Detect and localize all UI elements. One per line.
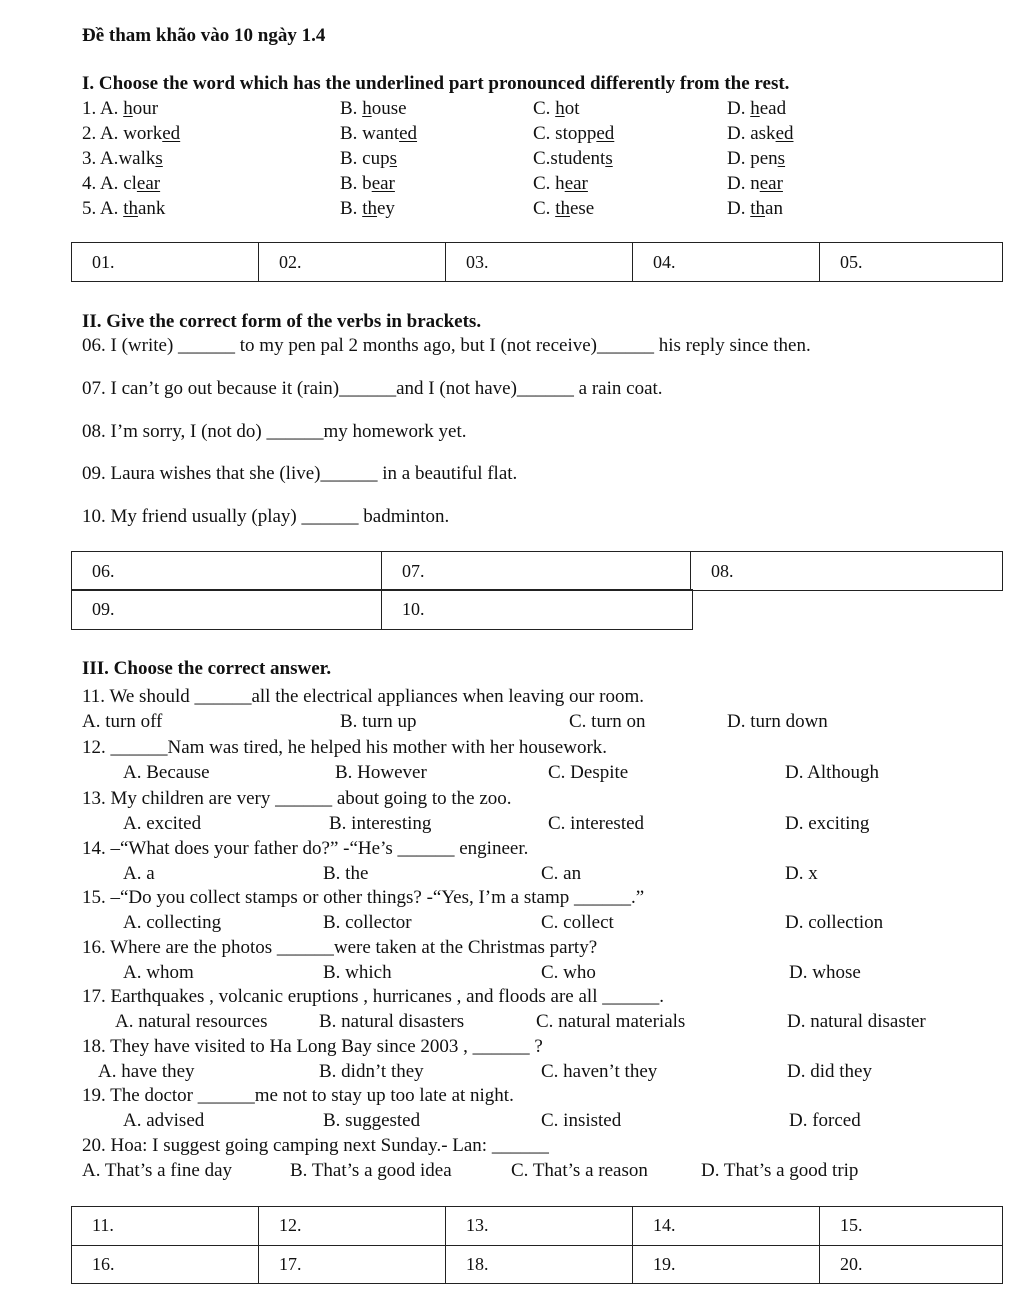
answer-cell-12[interactable]: 12. [259, 1207, 446, 1246]
underlined-part: h [555, 98, 565, 119]
section2-answer-table-row2 [71, 589, 693, 630]
answer-cell-14[interactable]: 14. [633, 1207, 820, 1246]
q1-option-a [82, 98, 158, 120]
underlined-part: h [750, 98, 760, 119]
answer-cell-15[interactable]: 15. [820, 1207, 1003, 1246]
underlined-part: s [155, 148, 163, 169]
q19-option-d: D. forced [789, 1110, 861, 1131]
answer-cell-04[interactable]: 04. [633, 243, 820, 282]
answer-cell-08[interactable]: 08. [691, 552, 1003, 591]
q11-option-c: C. turn on [569, 711, 646, 732]
q12-option-c: C. Despite [548, 762, 629, 783]
question-number: 4. A. [82, 173, 124, 194]
q12-option-d: D. Although [785, 762, 879, 783]
q16-option-c: C. who [541, 962, 596, 983]
option-text: B. want [340, 123, 400, 144]
answer-cell-18[interactable]: 18. [446, 1245, 633, 1284]
q11-option-b: B. turn up [340, 711, 417, 732]
option-text: C. stopp [533, 123, 597, 144]
answer-cell-02[interactable]: 02. [259, 243, 446, 282]
q2-option-a [82, 123, 180, 145]
q2-option-d [727, 123, 794, 145]
option-text: D. n [727, 173, 760, 194]
underlined-part: s [605, 148, 613, 169]
answer-cell-01[interactable]: 01. [72, 243, 259, 282]
answer-cell-17[interactable]: 17. [259, 1245, 446, 1284]
q11-option-d: D. turn down [727, 711, 828, 732]
question-15-stem: 15. –“Do you collect stamps or other things? -“Yes, I’m a stamp ______.” [82, 887, 645, 908]
question-12-stem: 12. ______Nam was tired, he helped his mother with her housework. [82, 737, 608, 758]
option-text-rest: ank [137, 198, 166, 219]
question-16-stem: 16. Where are the photos ______were taken at the Christmas party? [82, 937, 598, 958]
question-06: 06. I (write) ______ to my pen pal 2 months ago, but I (not receive)______ his reply since then. [82, 335, 811, 356]
q18-option-a: A. have they [98, 1061, 195, 1082]
underlined-part: th [750, 198, 766, 219]
question-07: 07. I can’t go out because it (rain)______and I (not have)______ a rain coat. [82, 378, 663, 399]
option-text-rest: our [132, 98, 159, 119]
q20-option-a: A. That’s a fine day [82, 1160, 233, 1181]
option-text: walk [118, 148, 156, 169]
q20-option-d: D. That’s a good trip [701, 1160, 859, 1181]
q5-option-b [340, 198, 395, 220]
q20-option-c: C. That’s a reason [511, 1160, 648, 1181]
option-text: D. [727, 98, 751, 119]
q3-option-d [727, 148, 785, 170]
question-18-stem: 18. They have visited to Ha Long Bay since 2003 , ______ ? [82, 1036, 543, 1057]
option-text: B. b [340, 173, 372, 194]
answer-cell-07[interactable]: 07. [382, 552, 691, 591]
q16-option-b: B. which [323, 962, 392, 983]
q11-option-a: A. turn off [82, 711, 163, 732]
section3-answer-table [71, 1206, 1003, 1284]
underlined-part: h [123, 98, 133, 119]
q17-option-c: C. natural materials [536, 1011, 686, 1032]
q2-option-b [340, 123, 417, 145]
underlined-part: th [123, 198, 138, 219]
option-text: B. [340, 98, 363, 119]
q18-option-c: C. haven’t they [541, 1061, 658, 1082]
underlined-part: ear [371, 173, 395, 194]
option-text-rest: ouse [371, 98, 407, 119]
q5-option-d [727, 198, 783, 220]
question-19-stem: 19. The doctor ______me not to stay up too late at night. [82, 1085, 514, 1106]
underlined-part: ear [136, 173, 161, 194]
q3-option-a [82, 148, 163, 170]
q13-option-c: C. interested [548, 813, 645, 834]
question-09: 09. Laura wishes that she (live)______ in a beautiful flat. [82, 463, 518, 484]
underlined-part: ed [775, 123, 794, 144]
question-number: 3. A. [82, 148, 119, 169]
option-text: C. [533, 198, 556, 219]
underlined-part: h [362, 98, 372, 119]
question-number: 1. A. [82, 98, 124, 119]
answer-cell-05[interactable]: 05. [820, 243, 1003, 282]
q4-option-d [727, 173, 783, 195]
question-number: 5. A. [82, 198, 124, 219]
section3-heading: III. Choose the correct answer. [82, 658, 332, 679]
q14-option-c: C. an [541, 863, 582, 884]
q16-option-a: A. whom [123, 962, 194, 983]
option-text-rest: ead [759, 98, 787, 119]
option-text: B. [340, 198, 363, 219]
q4-option-a [82, 173, 160, 195]
q1-option-d [727, 98, 786, 120]
option-text: work [123, 123, 163, 144]
question-08: 08. I’m sorry, I (not do) ______my homework yet. [82, 421, 467, 442]
q1-option-b [340, 98, 407, 120]
underlined-part: s [777, 148, 786, 169]
option-text: C.student [533, 148, 606, 169]
page-title: Đề tham khão vào 10 ngày 1.4 [82, 25, 326, 46]
q4-option-b [340, 173, 395, 195]
underlined-part: ear [564, 173, 588, 194]
q19-option-c: C. insisted [541, 1110, 622, 1131]
q13-option-a: A. excited [123, 813, 202, 834]
option-text-rest: ese [569, 198, 595, 219]
question-17-stem: 17. Earthquakes , volcanic eruptions , hurricanes , and floods are all ______. [82, 986, 664, 1007]
answer-cell-11[interactable]: 11. [72, 1207, 259, 1246]
answer-cell-16[interactable]: 16. [72, 1245, 259, 1284]
underlined-part: ed [399, 123, 418, 144]
q2-option-c [533, 123, 614, 145]
q19-option-b: B. suggested [323, 1110, 421, 1131]
question-number: 2. A. [82, 123, 124, 144]
q18-option-b: B. didn’t they [319, 1061, 424, 1082]
option-text: C. [533, 98, 556, 119]
option-text: B. cup [340, 148, 390, 169]
answer-cell-10[interactable]: 10. [382, 590, 693, 630]
q1-option-c [533, 98, 579, 120]
q4-option-c [533, 173, 588, 195]
answer-cell-06[interactable]: 06. [72, 552, 382, 591]
underlined-part: ed [596, 123, 615, 144]
underlined-part: ear [759, 173, 783, 194]
underlined-part: s [389, 148, 398, 169]
q5-option-a [82, 198, 165, 220]
q14-option-a: A. a [123, 863, 155, 884]
section2-answer-table-row1 [71, 551, 1003, 591]
q12-option-b: B. However [335, 762, 427, 783]
answer-cell-03[interactable]: 03. [446, 243, 633, 282]
option-text-rest: ey [376, 198, 395, 219]
section1-heading: I. Choose the word which has the underlined part pronounced differently from the rest. [82, 73, 790, 94]
underlined-part: ed [162, 123, 181, 144]
answer-cell-19[interactable]: 19. [633, 1245, 820, 1284]
q3-option-c [533, 148, 613, 170]
q13-option-d: D. exciting [785, 813, 870, 834]
section2-heading: II. Give the correct form of the verbs in brackets. [82, 311, 482, 332]
q3-option-b [340, 148, 397, 170]
question-10: 10. My friend usually (play) ______ badminton. [82, 506, 450, 527]
option-text: D. pen [727, 148, 778, 169]
underlined-part: th [555, 198, 570, 219]
q5-option-c [533, 198, 594, 220]
underlined-part: th [362, 198, 377, 219]
q15-option-c: C. collect [541, 912, 614, 933]
q16-option-d: D. whose [789, 962, 861, 983]
q20-option-b: B. That’s a good idea [290, 1160, 452, 1181]
option-text-rest: ot [564, 98, 580, 119]
question-11-stem: 11. We should ______all the electrical appliances when leaving our room. [82, 686, 644, 707]
q17-option-b: B. natural disasters [319, 1011, 465, 1032]
option-text: cl [123, 173, 137, 194]
q15-option-b: B. collector [323, 912, 412, 933]
q17-option-d: D. natural disaster [787, 1011, 926, 1032]
option-text-rest: an [765, 198, 783, 219]
option-text: C. h [533, 173, 565, 194]
q15-option-a: A. collecting [123, 912, 222, 933]
q15-option-d: D. collection [785, 912, 884, 933]
answer-cell-13[interactable]: 13. [446, 1207, 633, 1246]
answer-cell-20[interactable]: 20. [820, 1245, 1003, 1284]
question-14-stem: 14. –“What does your father do?” -“He’s ______ engineer. [82, 838, 529, 859]
section1-answer-table [71, 242, 1003, 282]
option-text: D. [727, 198, 751, 219]
q14-option-d: D. x [785, 863, 818, 884]
question-20-stem: 20. Hoa: I suggest going camping next Sunday.- Lan: ______ [82, 1135, 549, 1156]
answer-cell-09[interactable]: 09. [72, 590, 382, 630]
q19-option-a: A. advised [123, 1110, 205, 1131]
q13-option-b: B. interesting [329, 813, 432, 834]
question-13-stem: 13. My children are very ______ about going to the zoo. [82, 788, 512, 809]
q18-option-d: D. did they [787, 1061, 872, 1082]
q14-option-b: B. the [323, 863, 369, 884]
q17-option-a: A. natural resources [115, 1011, 268, 1032]
option-text: D. ask [727, 123, 776, 144]
q12-option-a: A. Because [123, 762, 210, 783]
